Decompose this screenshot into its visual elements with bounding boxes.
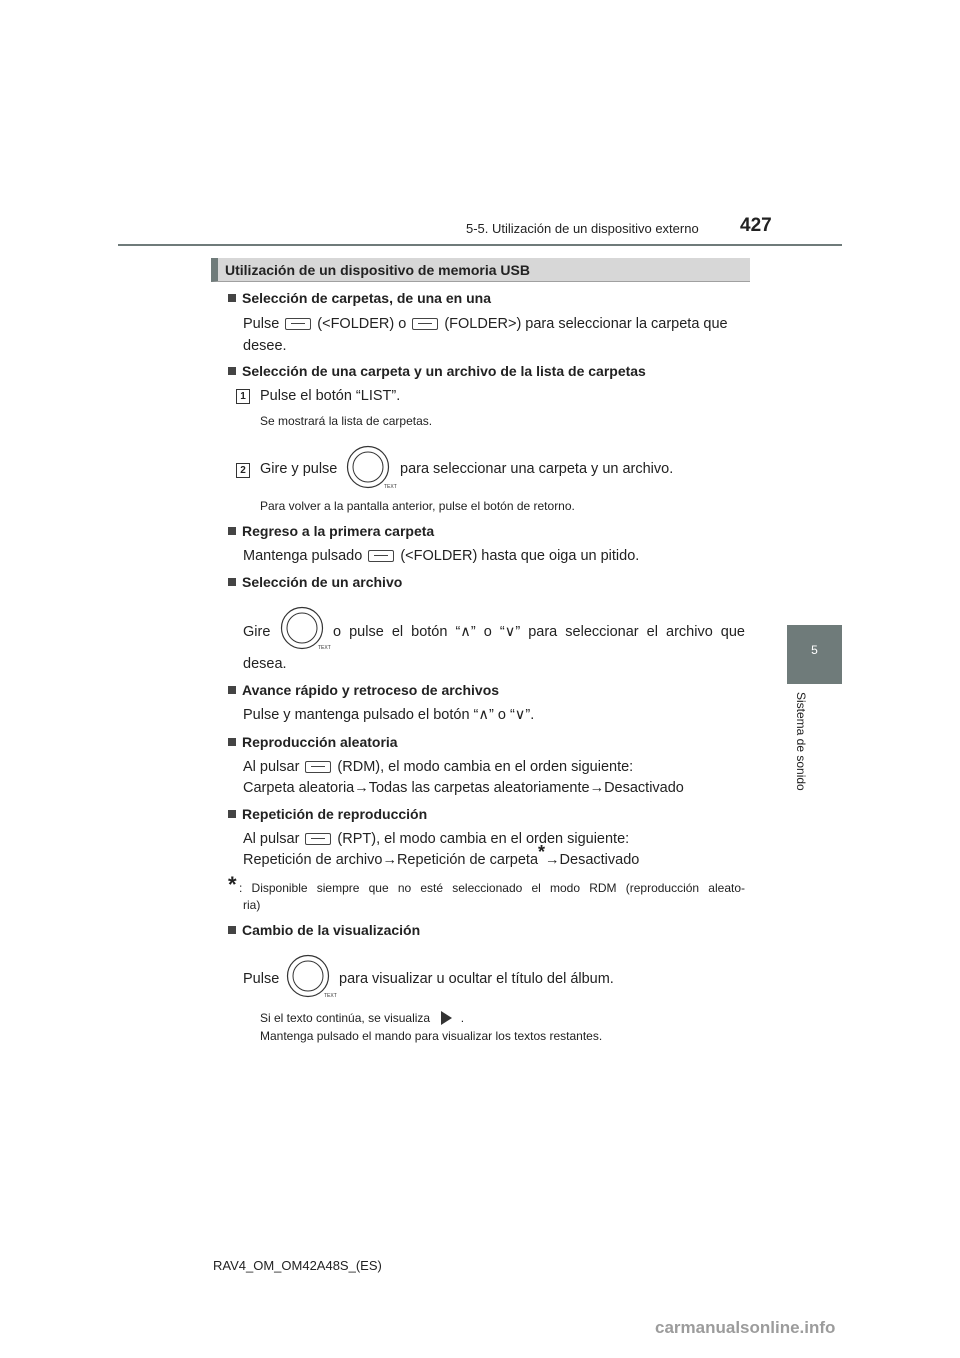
chapter-tab-label: Sistema de sonido bbox=[794, 692, 808, 791]
step-number-2: 2 bbox=[236, 463, 250, 478]
footnote-star: * bbox=[538, 842, 546, 863]
heading-file-select: Selección de un archivo bbox=[228, 574, 402, 590]
paragraph-file-select-b: o pulse el botón “∧” o “∨” para seleccionar el archivo que bbox=[333, 624, 745, 640]
step-number-1: 1 bbox=[236, 389, 250, 404]
document-code: RAV4_OM_OM42A48S_(ES) bbox=[213, 1258, 382, 1273]
step2-text-a: Gire y pulse bbox=[260, 461, 338, 477]
knob-label: TEXT bbox=[324, 993, 337, 999]
paragraph-fast-forward: Pulse y mantenga pulsado el botón “∧” o “∨”. bbox=[243, 707, 535, 723]
paragraph-repeat-a: Al pulsar (RPT), el modo cambia en el orden siguiente: bbox=[243, 831, 630, 847]
step1-text: Pulse el botón “LIST”. bbox=[260, 388, 401, 404]
knob-label: TEXT bbox=[318, 645, 331, 651]
footnote-line1: : Disponible siempre que no esté seleccionado el modo RDM (reproducción aleato- bbox=[239, 881, 745, 895]
display-note-1: Si el texto continúa, se visualiza . bbox=[260, 1011, 465, 1025]
text-continue-arrow-icon bbox=[439, 1010, 453, 1026]
paragraph-folder-select-cont: desee. bbox=[243, 338, 287, 354]
heading-display-change: Cambio de la visualización bbox=[228, 922, 420, 938]
rpt-button-icon bbox=[305, 833, 331, 845]
footnote-line2: ria) bbox=[243, 898, 261, 912]
section-title: Utilización de un dispositivo de memoria USB bbox=[225, 262, 530, 278]
folder-prev-button-icon bbox=[285, 318, 311, 330]
page-number: 427 bbox=[740, 215, 772, 236]
paragraph-file-select-c: desea. bbox=[243, 656, 287, 672]
display-note-2: Mantenga pulsado el mando para visualizar los textos restantes. bbox=[260, 1029, 603, 1043]
square-bullet-icon bbox=[228, 738, 236, 746]
square-bullet-icon bbox=[228, 810, 236, 818]
tune-select-knob-icon bbox=[280, 606, 331, 651]
watermark: carmanualsonline.info bbox=[655, 1318, 836, 1337]
heading-first-folder: Regreso a la primera carpeta bbox=[228, 523, 434, 539]
step2-note: Para volver a la pantalla anterior, pulse el botón de retorno. bbox=[260, 499, 575, 513]
square-bullet-icon bbox=[228, 294, 236, 302]
footnote-mark: * bbox=[228, 872, 237, 897]
square-bullet-icon bbox=[228, 926, 236, 934]
step2-text-b: para seleccionar una carpeta y un archivo. bbox=[400, 461, 674, 477]
square-bullet-icon bbox=[228, 686, 236, 694]
folder-prev-button-icon bbox=[368, 550, 394, 562]
heading-random: Reproducción aleatoria bbox=[228, 734, 398, 750]
knob-label: TEXT bbox=[384, 484, 397, 490]
heading-folder-select: Selección de carpetas, de una en una bbox=[228, 290, 491, 306]
paragraph-file-select-a: Gire bbox=[243, 624, 271, 640]
tune-select-knob-icon bbox=[286, 954, 337, 999]
rdm-button-icon bbox=[305, 761, 331, 773]
paragraph-display-a: Pulse bbox=[243, 971, 280, 987]
paragraph-folder-select: Pulse (<FOLDER) o (FOLDER>) para seleccionar la carpeta que bbox=[243, 316, 728, 332]
heading-fast-forward: Avance rápido y retroceso de archivos bbox=[228, 682, 499, 698]
folder-next-button-icon bbox=[412, 318, 438, 330]
square-bullet-icon bbox=[228, 367, 236, 375]
header-rule bbox=[118, 244, 842, 246]
chapter-tab-number: 5 bbox=[811, 643, 818, 657]
tune-select-knob-icon bbox=[346, 445, 397, 490]
paragraph-random-b: Carpeta aleatoria→Todas las carpetas aleatoriamente→Desactivado bbox=[243, 780, 684, 796]
heading-repeat: Repetición de reproducción bbox=[228, 806, 427, 822]
square-bullet-icon bbox=[228, 578, 236, 586]
paragraph-repeat-b: Repetición de archivo→Repetición de carpeta*→Desactivado bbox=[243, 842, 640, 868]
header-section-title: 5-5. Utilización de un dispositivo externo bbox=[466, 221, 699, 236]
square-bullet-icon bbox=[228, 527, 236, 535]
paragraph-display-b: para visualizar u ocultar el título del álbum. bbox=[339, 971, 614, 987]
paragraph-random-a: Al pulsar (RDM), el modo cambia en el orden siguiente: bbox=[243, 759, 634, 775]
paragraph-first-folder: Mantenga pulsado (<FOLDER) hasta que oiga un pitido. bbox=[243, 548, 640, 564]
heading-folder-list: Selección de una carpeta y un archivo de la lista de carpetas bbox=[228, 363, 646, 379]
step1-note: Se mostrará la lista de carpetas. bbox=[260, 414, 433, 428]
